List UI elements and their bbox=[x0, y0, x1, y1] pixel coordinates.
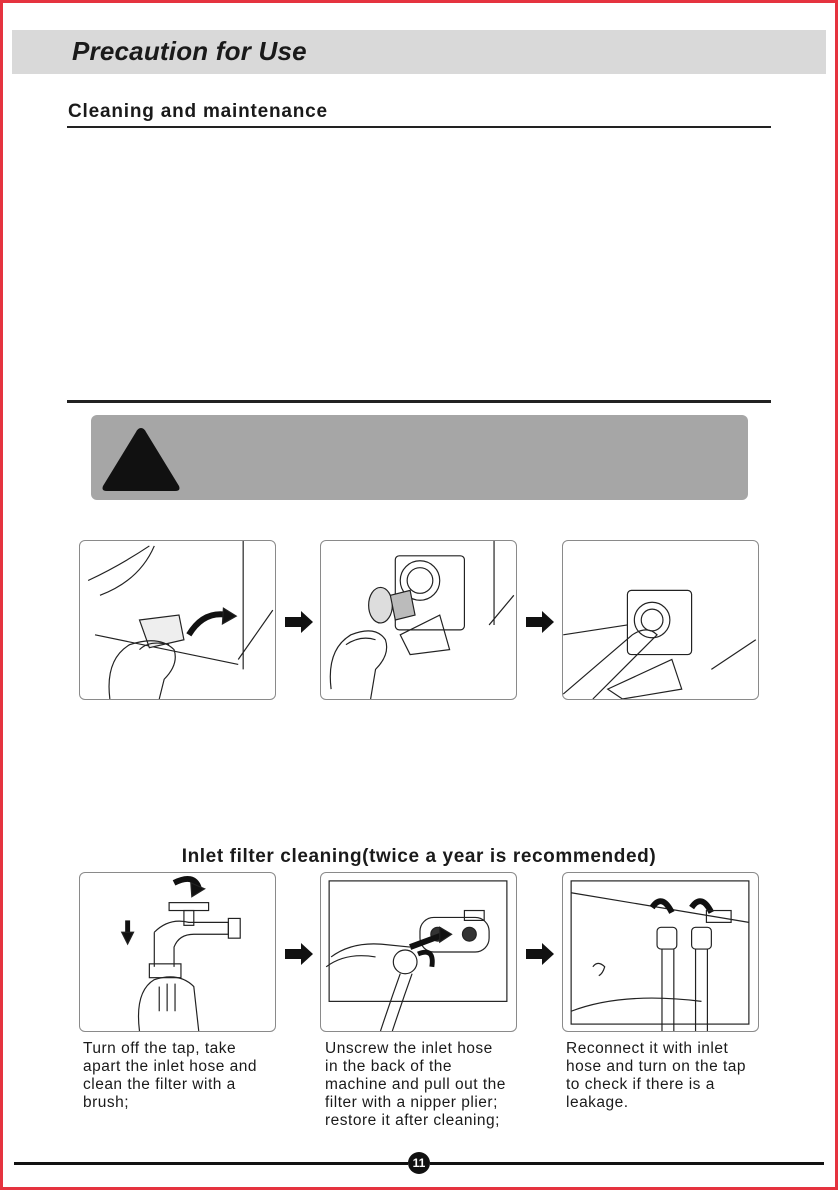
arrow-right-icon bbox=[526, 611, 554, 633]
caption-line: in the back of the bbox=[325, 1058, 453, 1075]
caption-line: leakage. bbox=[566, 1094, 629, 1111]
caption-line: brush; bbox=[83, 1094, 130, 1111]
caption-step-2 bbox=[325, 1040, 535, 1130]
caption-line: Turn off the tap, take bbox=[83, 1040, 237, 1057]
section-divider-bottom bbox=[67, 400, 771, 403]
inlet-illustration-tap bbox=[79, 872, 276, 1032]
page-number: 11 bbox=[408, 1152, 430, 1174]
caption-line: restore it after cleaning; bbox=[325, 1112, 500, 1129]
caption-line: clean the filter with a bbox=[83, 1076, 236, 1093]
arrow-right-icon bbox=[285, 943, 313, 965]
footer-rule-right bbox=[430, 1162, 824, 1165]
drain-illustration-open-cover bbox=[79, 540, 276, 700]
caption-line: Reconnect it with inlet bbox=[566, 1040, 729, 1057]
caption-line: apart the inlet hose and bbox=[83, 1058, 258, 1075]
caption-line: to check if there is a bbox=[566, 1076, 715, 1093]
caption-line: Unscrew the inlet hose bbox=[325, 1040, 493, 1057]
section-title: Cleaning and maintenance bbox=[68, 101, 328, 122]
section-divider bbox=[67, 126, 771, 128]
caption-line: machine and pull out the bbox=[325, 1076, 506, 1093]
inlet-illustration-reconnect bbox=[562, 872, 759, 1032]
page-title: Precaution for Use bbox=[72, 36, 307, 66]
inlet-illustration-unscrew bbox=[320, 872, 517, 1032]
drain-illustration-clean-housing bbox=[562, 540, 759, 700]
inlet-filter-heading: Inlet filter cleaning(twice a year is recommended) bbox=[181, 846, 657, 867]
warning-box bbox=[91, 415, 748, 500]
caption-step-3 bbox=[566, 1040, 776, 1112]
arrow-right-icon bbox=[285, 611, 313, 633]
warning-triangle-icon bbox=[99, 424, 183, 494]
caption-line: filter with a nipper plier; bbox=[325, 1094, 498, 1111]
drain-illustration-pull-filter bbox=[320, 540, 517, 700]
caption-step-1 bbox=[83, 1040, 293, 1112]
footer-rule-left bbox=[14, 1162, 408, 1165]
arrow-right-icon bbox=[526, 943, 554, 965]
caption-line: hose and turn on the tap bbox=[566, 1058, 747, 1075]
